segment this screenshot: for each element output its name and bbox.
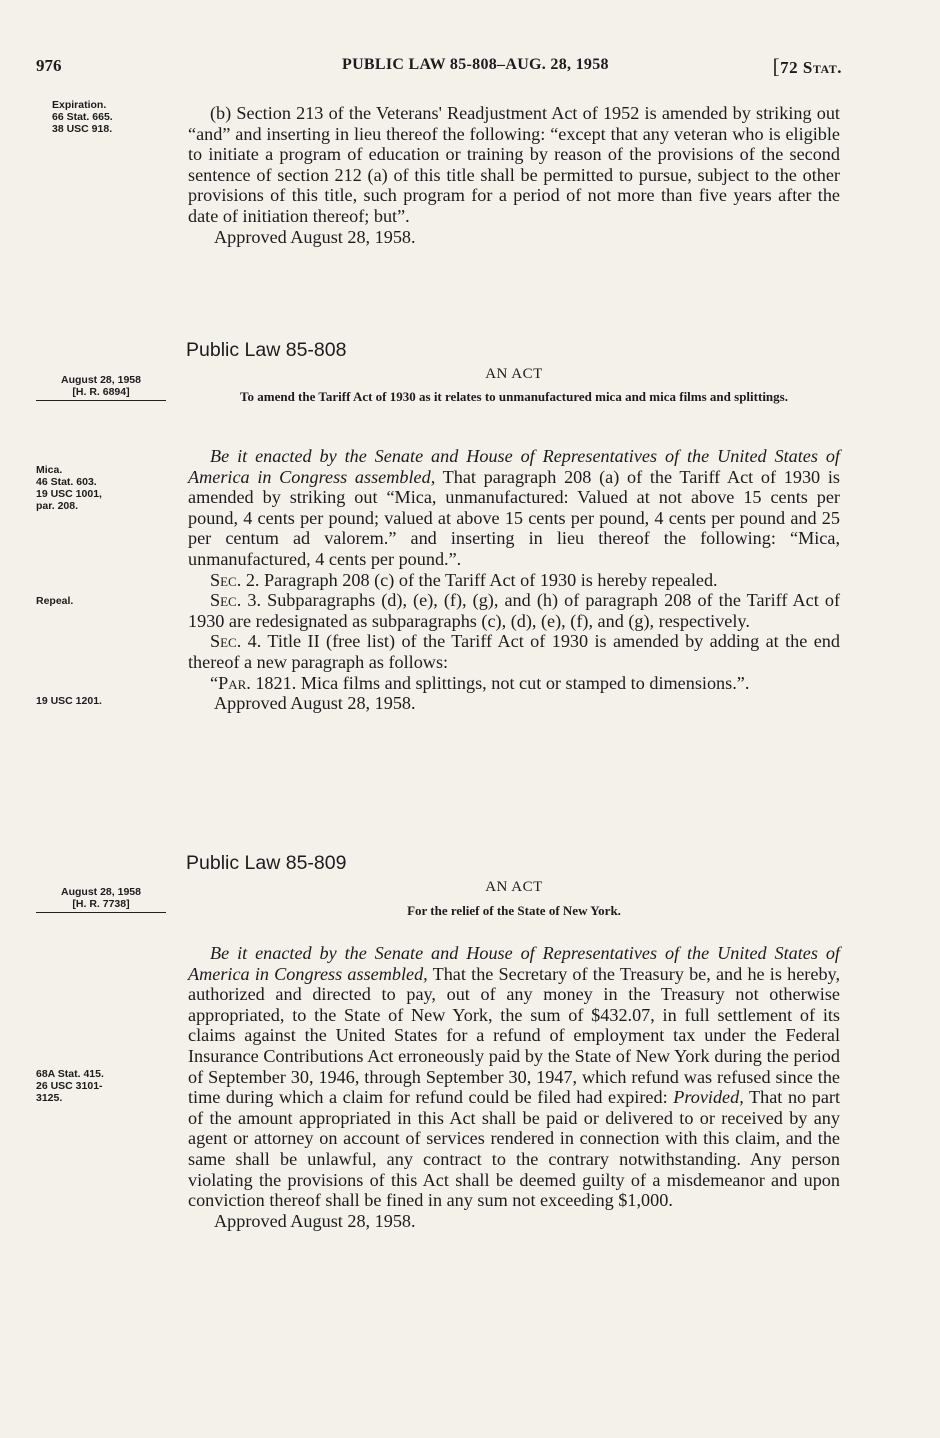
approved-line: Approved August 28, 1958.: [214, 1210, 416, 1231]
approved-line: Approved August 28, 1958.: [214, 226, 416, 247]
law-808-an-act: AN ACT: [485, 366, 543, 382]
page-header: [36, 56, 842, 82]
margin-note-expiration: Expiration. 66 Stat. 665. 38 USC 918.: [52, 99, 113, 135]
law-808-purpose: To amend the Tariff Act of 1930 as it relates to unmanufactured mica and mica films and splittings.: [240, 389, 788, 404]
law-808-sec-3: Sec. 3. Subparagraphs (d), (e), (f), (g), and (h) of paragraph 208 of the Tariff Act of 1930 are redesignated as subparagraphs (c), (d), (e), (f), and (g), respectively.: [188, 590, 840, 631]
law-808-body: [188, 446, 840, 714]
margin-note-mica: Mica. 46 Stat. 603. 19 USC 1001, par. 208.: [36, 464, 102, 512]
law-808-enacting-clause: Be it enacted by the Senate and House of Representatives of the United States of America in Congress assembled, That paragraph 208 (a) of the Tariff Act of 1930 is amended by striking out “Mica, unmanufactured: Valued at not above 15 cents per pound, 4 cents per pound; valued at above 15 cents per pound, 4 cents per pound and 25 per centum ad valorem.” and inserting in lieu thereof the following: “Mica, unmanufactured, 4 cents per pound.”.: [188, 446, 840, 569]
margin-note-68a-stat: 68A Stat. 415. 26 USC 3101- 3125.: [36, 1068, 104, 1104]
law-809-enacting-clause: Be it enacted by the Senate and House of Representatives of the United States of America in Congress assembled, That the Secretary of the Treasury be, and he is hereby, authorized and directed to pay, out of any money in the Treasury not otherwise appropriated, to the State of New York, the sum of $432.07, in full settlement of its claims against the United States for a refund of employment tax under the Federal Insurance Contributions Act erroneously paid by the State of New York during the period of September 30, 1946, through September 30, 1947, which refund was refused since the time during which a claim for refund could be filed had expired: Provided, That no part of the amount appropriated in this Act shall be paid or delivered to or received by any agent or attorney on account of services rendered in connection with this claim, and the same shall be unlawful, any contract to the contrary notwithstanding. Any person violating the provisions of this Act shall be deemed guilty of a misdemeanor and upon conviction thereof shall be fined in any sum not exceeding $1,000.: [188, 943, 840, 1211]
section-b-text: (b) Section 213 of the Veterans' Readjustment Act of 1952 is amended by striking out “and” and inserting in lieu thereof the following: “except that any veteran who is eligible to initiate a program of education or training by reason of the provisions of the second sentence of section 212 (a) of this title shall be permitted to pursue, subject to the other provisions of this title, such program for a period of not more than five years after the date of initiation thereof; but”.: [188, 103, 840, 226]
page-number: 976: [36, 56, 62, 75]
law-808-sec-4: Sec. 4. Title II (free list) of the Tariff Act of 1930 is amended by adding at the end thereof a new paragraph as follows:: [188, 631, 840, 672]
law-809-title: Public Law 85-809: [186, 852, 347, 874]
law-809-purpose: For the relief of the State of New York.: [407, 903, 621, 918]
margin-note-1201: 19 USC 1201.: [36, 695, 102, 707]
statute-reference: [72 Stat.: [772, 54, 842, 78]
law-808-title: Public Law 85-808: [186, 339, 347, 361]
law-808-margin-date: August 28, 1958 [H. R. 6894]: [36, 374, 166, 401]
section-b: [188, 103, 840, 247]
law-809-an-act: AN ACT: [485, 879, 543, 895]
law-808-par-1821: “Par. 1821. Mica films and splittings, not cut or stamped to dimensions.”.: [210, 672, 750, 693]
running-head: PUBLIC LAW 85-808–AUG. 28, 1958: [342, 56, 609, 73]
margin-note-repeal: Repeal.: [36, 595, 74, 607]
law-808-sec-2: Sec. 2. Paragraph 208 (c) of the Tariff Act of 1930 is hereby repealed.: [210, 569, 718, 590]
law-809-body: [188, 943, 840, 1231]
law-809-margin-date: August 28, 1958 [H. R. 7738]: [36, 886, 166, 913]
approved-line: Approved August 28, 1958.: [214, 693, 416, 714]
